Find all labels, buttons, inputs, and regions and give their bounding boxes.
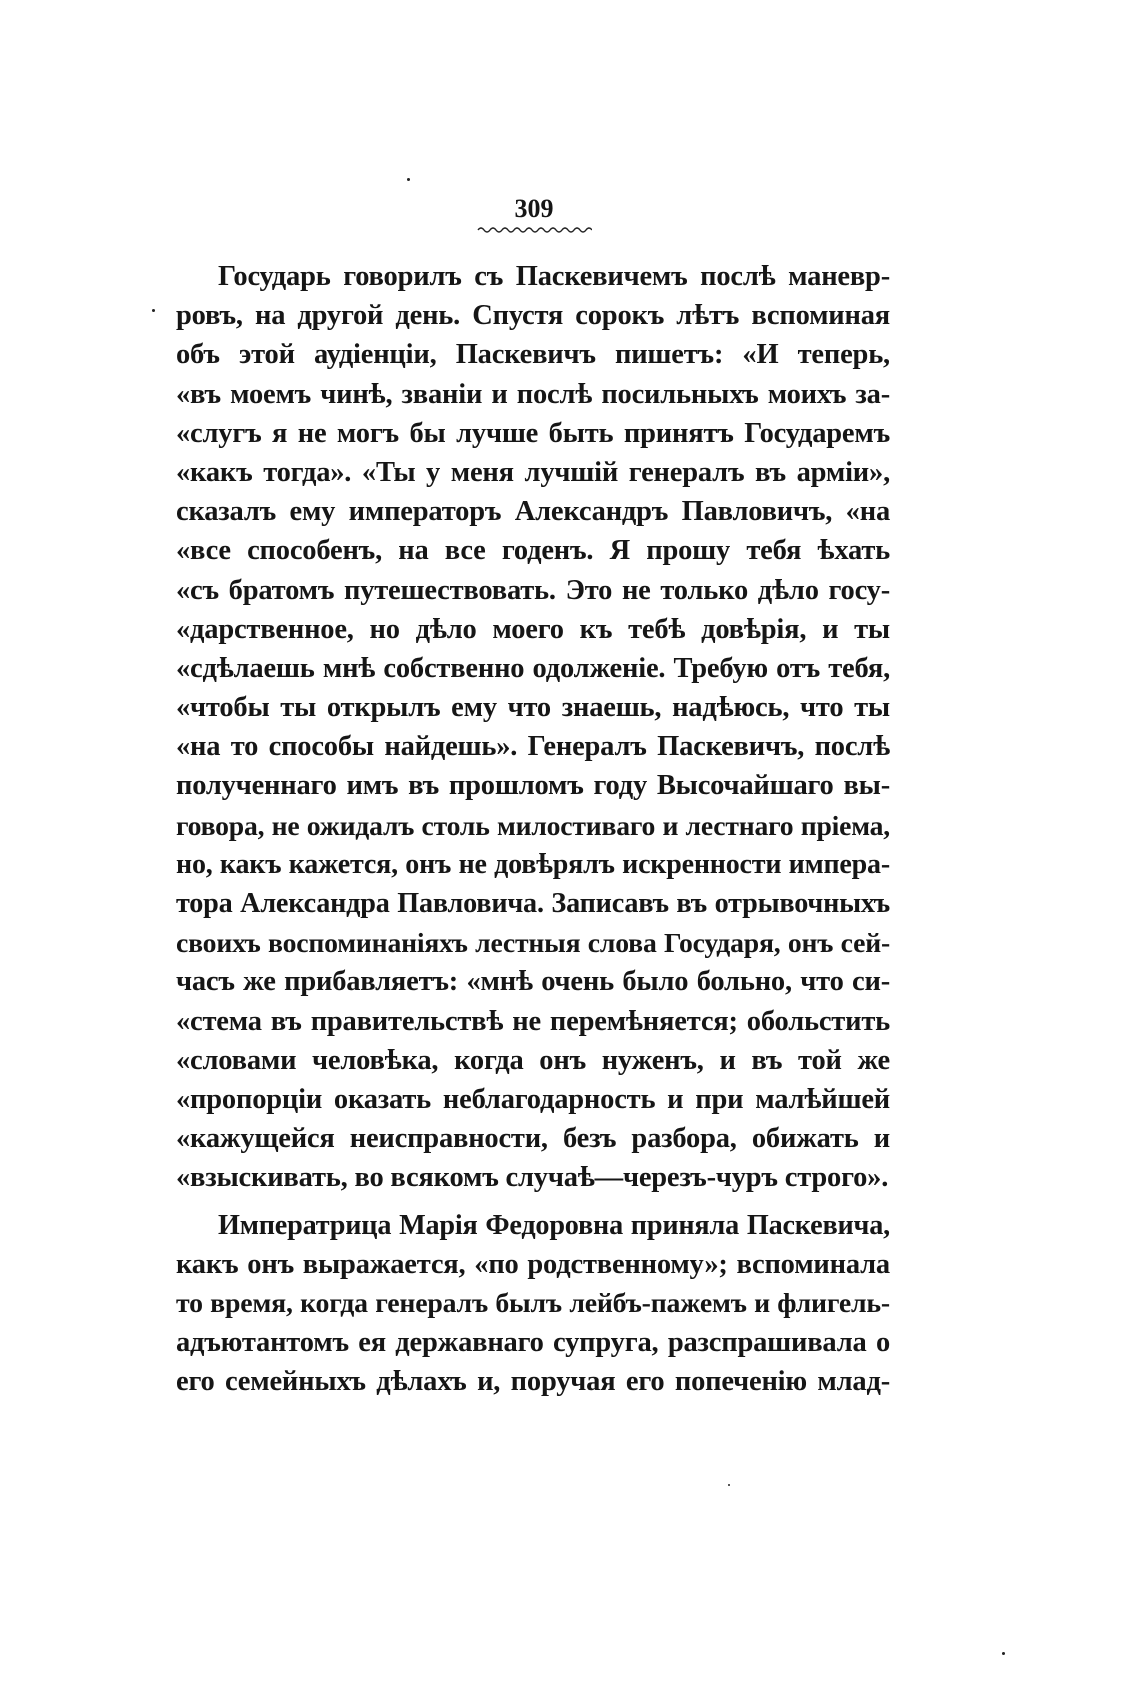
text-line: «въ моемъ чинѣ, званіи и послѣ посильныхъ моихъ за- bbox=[176, 378, 890, 410]
text-line: «дарственное, но дѣло моего къ тебѣ довѣрія, и ты bbox=[176, 613, 890, 645]
text-line: «взыскивать, во всякомъ случаѣ—черезъ-чуръ строго». bbox=[176, 1162, 889, 1194]
page-header bbox=[474, 196, 594, 234]
text-line: «словами человѣка, когда онъ нуженъ, и въ той же bbox=[176, 1044, 890, 1076]
text-line: ровъ, на другой день. Спустя сорокъ лѣтъ вспоминая bbox=[176, 300, 890, 332]
text-line: тора Александра Павловича. Записавъ въ отрывочныхъ bbox=[176, 888, 890, 919]
text-line: его семейныхъ дѣлахъ и, поручая его попеченію млад- bbox=[176, 1366, 890, 1398]
wavy-underline-ornament bbox=[476, 224, 592, 234]
text-line: «сдѣлаешь мнѣ собственно одолженіе. Требую отъ тебя, bbox=[176, 652, 890, 684]
body-text bbox=[176, 257, 890, 1401]
text-line: «чтобы ты открылъ ему что знаешь, надѣюсь, что ты bbox=[176, 692, 890, 724]
text-line: «на то способы найдешь». Генералъ Паскевичъ, послѣ bbox=[176, 731, 890, 763]
scan-speck bbox=[152, 309, 155, 312]
text-line: «пропорціи оказать неблагодарность и при малѣйшей bbox=[176, 1083, 890, 1115]
text-line: «съ братомъ путешествовать. Это не только дѣло госу- bbox=[176, 574, 890, 606]
paragraph bbox=[176, 257, 890, 1198]
text-line: «все способенъ, на все годенъ. Я прошу тебя ѣхать bbox=[176, 535, 890, 567]
scan-speck bbox=[407, 178, 410, 181]
text-line: Государь говорилъ съ Паскевичемъ послѣ маневр- bbox=[218, 261, 890, 292]
text-line: Императрица Марія Федоровна приняла Паскевича, bbox=[218, 1209, 890, 1241]
paragraph-gap bbox=[176, 1198, 890, 1206]
page-number: 309 bbox=[514, 194, 554, 223]
text-line: «кажущейся неисправности, безъ разбора, обижать и bbox=[176, 1123, 890, 1155]
text-line: адъютантомъ ея державнаго супруга, разспрашивала о bbox=[176, 1327, 890, 1359]
text-line: «какъ тогда». «Ты у меня лучшій генералъ въ арміи», bbox=[176, 456, 890, 488]
text-line: но, какъ кажется, онъ не довѣрялъ искренности импера- bbox=[176, 848, 890, 880]
text-line: объ этой аудіенціи, Паскевичъ пишетъ: «И теперь, bbox=[176, 339, 890, 371]
paragraph bbox=[176, 1206, 890, 1402]
text-line: сказалъ ему императоръ Александръ Павловичъ, «на bbox=[176, 496, 890, 528]
text-line: часъ же прибавляетъ: «мнѣ очень было больно, что си- bbox=[176, 966, 890, 998]
text-line: своихъ воспоминаніяхъ лестныя слова Государя, онъ сей- bbox=[176, 927, 890, 959]
text-line: «слугъ я не могъ бы лучше быть принятъ Государемъ bbox=[176, 417, 890, 449]
text-line: то время, когда генералъ былъ лейбъ-пажемъ и флигель- bbox=[176, 1287, 890, 1319]
text-line: «стема въ правительствѣ не перемѣняется; обольстить bbox=[176, 1005, 890, 1037]
scan-speck bbox=[1002, 1652, 1005, 1655]
text-line: полученнаго имъ въ прошломъ году Высочайшаго вы- bbox=[176, 770, 890, 802]
scan-speck bbox=[728, 1484, 730, 1486]
text-line: говора, не ожидалъ столь милостиваго и лестнаго пріема, bbox=[176, 809, 890, 841]
text-line: какъ онъ выражается, «по родственному»; вспоминала bbox=[176, 1248, 890, 1280]
